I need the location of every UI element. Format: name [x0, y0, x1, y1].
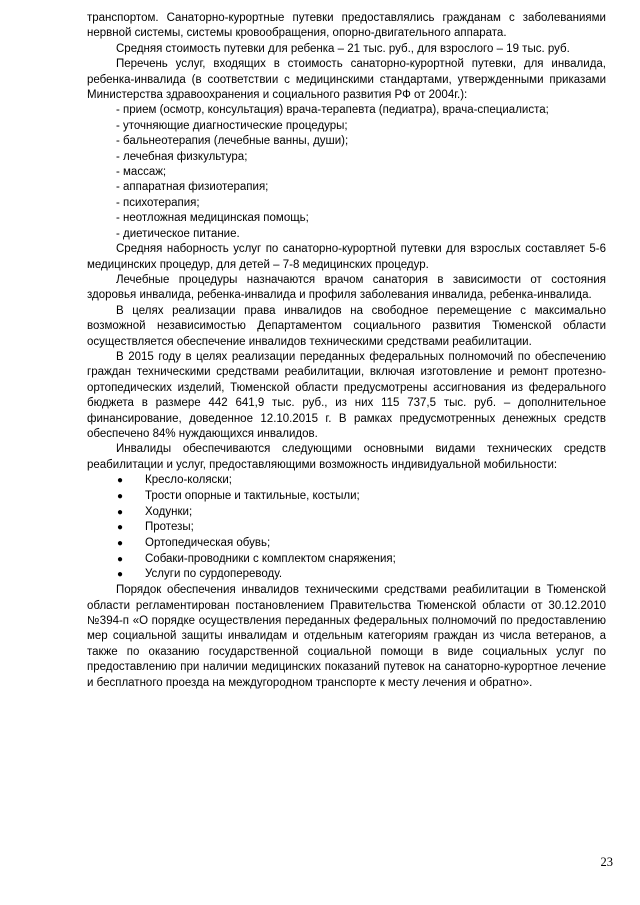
- bullet-icon: ●: [117, 538, 124, 549]
- list-item: ● Ортопедическая обувь;: [87, 536, 606, 552]
- list-item: - аппаратная физиотерапия;: [116, 181, 269, 194]
- list-item: ● Трости опорные и тактильные, костыли;: [87, 489, 606, 505]
- list-item: - уточняющие диагностические процедуры;: [116, 119, 348, 132]
- bullet-icon: ●: [117, 506, 124, 518]
- list-item: - бальнеотерапия (лечебные ванны, души);: [116, 135, 349, 148]
- list-item: - массаж;: [116, 166, 167, 179]
- paragraph-mobility: В целях реализации права инвалидов на свободное перемещение с максимально возможной независимостью Департаментом социального развития Тюменской области осуществляется обеспечение инвалидов техническими средствами реабилитации.: [87, 304, 606, 348]
- paragraph-transport: транспортом. Санаторно-курортные путевки предоставлялись гражданам с заболеваниями нервной системы, системы кровообращения, опорно-двигательного аппарата.: [87, 12, 606, 40]
- bullet-icon: ●: [117, 553, 124, 565]
- bullet-icon: ●: [117, 475, 124, 487]
- list-item: ● Собаки-проводники с комплектом снаряжения;: [87, 552, 606, 568]
- paragraph-avg-services: Средняя наборность услуг по санаторно-курортной путевки для взрослых составляет 5-6 медицинских процедур, для детей – 7-8 медицинских процедур.: [87, 243, 606, 271]
- list-item: - психотерапия;: [116, 196, 200, 209]
- services-list: [87, 103, 606, 242]
- bullet-icon: ●: [117, 569, 124, 581]
- list-item: ● Кресло-коляски;: [87, 473, 606, 489]
- paragraph-2015: В 2015 году в целях реализации переданных федеральных полномочий по обеспечению граждан техническими средствами реабилитации, включая изготовление и ремонт протезно-ортопедических изделий, Тюменской области предусмотрены ассигнования из федерального бюджета в размере 442 641,9 тыс. руб., из них 115 737,5 тыс. руб. – дополнительное финансирование, доведенное 12.10.2015 г. В рамках предусмотренных денежных средств обеспечено 84% нуждающихся инвалидов.: [87, 350, 606, 440]
- bullet-icon: ●: [117, 490, 124, 502]
- list-item: - диетическое питание.: [116, 227, 240, 240]
- list-item: - лечебная физкультура;: [116, 150, 248, 163]
- paragraph-procedures: Лечебные процедуры назначаются врачом санатория в зависимости от состояния здоровья инвалида, ребенка-инвалида и профиля заболевания инвалида, ребенка-инвалида.: [87, 273, 606, 302]
- list-item: - прием (осмотр, консультация) врача-терапевта (педиатра), врача-специалиста;: [116, 104, 549, 117]
- page-number: 23: [600, 855, 613, 869]
- paragraph-means-intro: Инвалиды обеспечиваются следующими основными видами технических средств реабилитации и услуг, предоставляющими возможность индивидуальной мобильности:: [87, 443, 606, 471]
- list-item: ● Услуги по сурдопереводу.: [87, 567, 606, 583]
- means-list: [87, 473, 606, 583]
- paragraph-services-intro: Перечень услуг, входящих в стоимость санаторно-курортной путевки, для инвалида, ребенка-инвалида (в соответствии с медицинскими стандартами, утвержденными приказами Министерства здравоохранения и социального развития РФ от 2004г.):: [87, 58, 606, 102]
- paragraph-cost: Средняя стоимость путевки для ребенка – 21 тыс. руб., для взрослого – 19 тыс. руб.: [116, 42, 570, 55]
- bullet-icon: ●: [117, 522, 124, 534]
- paragraph-order: Порядок обеспечения инвалидов техническими средствами реабилитации в Тюменской области регламентирован постановлением Правительства Тюменской области от 30.12.2010 №394-п «О порядке осуществления переданных федеральных полномочий по предоставлению мер социальной защиты инвалидам и отдельным категориям граждан из числа ветеранов, а также по оказанию государственной социальной помощи в виде социальных услуг по предоставлению при наличии медицинских показаний путевок на санаторно-курортное лечение и бесплатного проезда на междугородном транспорте к месту лечения и обратно».: [87, 584, 606, 689]
- list-item: ● Протезы;: [87, 520, 606, 536]
- list-item: - неотложная медицинская помощь;: [116, 212, 309, 225]
- document-page: [87, 11, 606, 691]
- list-item: ● Ходунки;: [87, 505, 606, 521]
